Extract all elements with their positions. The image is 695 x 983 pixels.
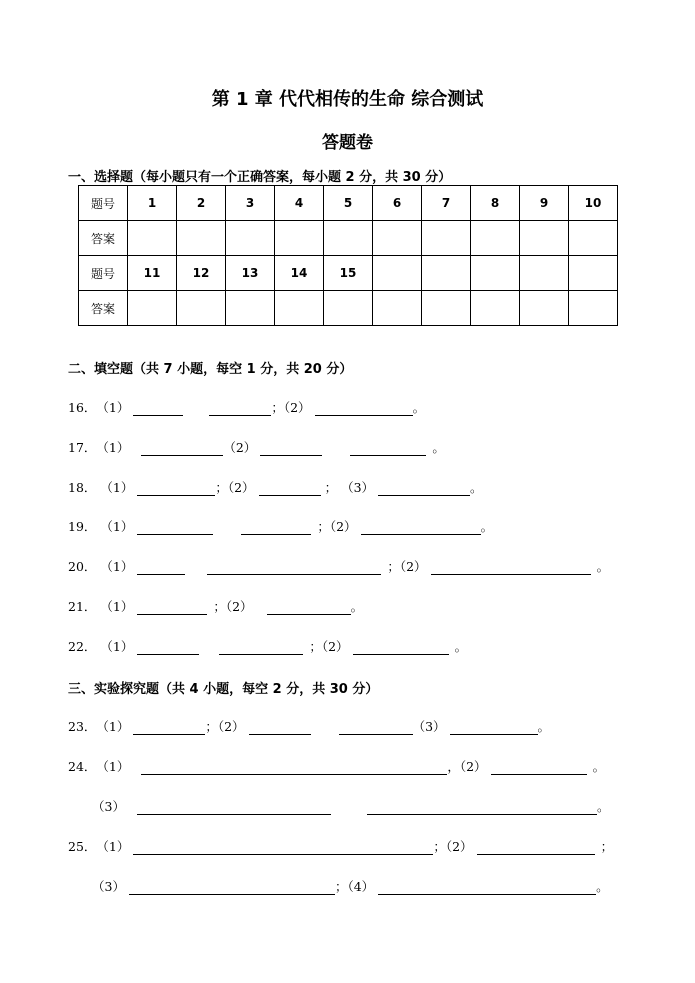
answer-blank[interactable] (207, 560, 381, 575)
punctuation: 。 (596, 799, 610, 814)
answer-blank[interactable] (137, 520, 213, 535)
answer-cell[interactable] (226, 221, 275, 256)
answer-blank[interactable] (339, 720, 413, 735)
grid-row-numbers-2 (79, 256, 618, 291)
answer-cell[interactable] (520, 291, 569, 326)
answer-blank[interactable] (137, 481, 215, 496)
part-label: （2） (223, 440, 257, 455)
punctuation: 。 (537, 719, 551, 734)
punctuation: 。 (412, 400, 426, 415)
question-23 (68, 717, 550, 735)
grid-row-answers-2 (79, 291, 618, 326)
punctuation: 。 (592, 759, 606, 774)
grid-number: 14 (275, 256, 324, 291)
part-label: ；（2） (213, 599, 253, 614)
grid-number (373, 256, 422, 291)
question-24 (68, 757, 605, 775)
answer-cell[interactable] (324, 291, 373, 326)
answer-cell[interactable] (471, 221, 520, 256)
answer-blank[interactable] (133, 720, 205, 735)
answer-blank[interactable] (129, 880, 335, 895)
answer-cell[interactable] (275, 291, 324, 326)
question-19 (68, 517, 493, 535)
part-label: ；（2） (215, 480, 255, 495)
grid-number: 5 (324, 186, 373, 221)
grid-number: 10 (569, 186, 618, 221)
answer-blank[interactable] (219, 640, 303, 655)
answer-cell[interactable] (422, 221, 471, 256)
answer-blank[interactable] (209, 401, 271, 416)
part-label: （1） (100, 519, 134, 534)
question-21 (68, 597, 363, 615)
grid-number: 3 (226, 186, 275, 221)
question-number: 18． (68, 480, 97, 495)
answer-cell[interactable] (226, 291, 275, 326)
grid-number: 12 (177, 256, 226, 291)
answer-cell[interactable] (177, 221, 226, 256)
grid-label-answer: 答案 (79, 221, 128, 256)
question-25-part-3-4 (92, 877, 609, 895)
punctuation: 。 (480, 519, 494, 534)
part-label: ；（2） (433, 839, 473, 854)
punctuation: 。 (470, 480, 483, 495)
part-label: （3） (92, 799, 125, 814)
grid-row-numbers-1 (79, 186, 618, 221)
part-label: ；（2） (317, 519, 357, 534)
answer-blank[interactable] (350, 441, 426, 456)
question-number: 22． (68, 639, 97, 654)
answer-blank[interactable] (141, 760, 447, 775)
answer-cell[interactable] (128, 291, 177, 326)
part-label: （1） (96, 719, 130, 734)
part-label: ；（2） (205, 719, 245, 734)
section-3-heading: 三、实验探究题（共 4 小题，每空 2 分，共 30 分） (68, 682, 379, 697)
answer-cell[interactable] (177, 291, 226, 326)
part-label: ；（4） (334, 879, 375, 894)
answer-blank[interactable] (137, 600, 207, 615)
question-number: 24． (68, 759, 97, 774)
grid-number: 15 (324, 256, 373, 291)
answer-blank[interactable] (378, 481, 470, 496)
page-title: 第 1 章 代代相传的生命 综合测试 (211, 89, 484, 110)
answer-blank[interactable] (137, 640, 199, 655)
answer-blank[interactable] (315, 401, 413, 416)
section-2-heading: 二、填空题（共 7 小题，每空 1 分，共 20 分） (68, 362, 353, 377)
part-label: （3） (92, 879, 125, 894)
question-16 (68, 398, 425, 416)
answer-blank[interactable] (133, 401, 183, 416)
grid-number (569, 256, 618, 291)
answer-cell[interactable] (128, 221, 177, 256)
answer-cell[interactable] (373, 221, 422, 256)
question-18 (68, 478, 483, 496)
part-label: （1） (100, 639, 134, 654)
grid-label-number: 题号 (79, 186, 128, 221)
question-number: 21． (68, 599, 97, 614)
part-label: （1） (96, 400, 130, 415)
punctuation: 。 (596, 879, 609, 894)
part-label: ，（2） (447, 759, 487, 774)
answer-cell[interactable] (373, 291, 422, 326)
grid-number: 9 (520, 186, 569, 221)
section-1-heading: 一、选择题（每小题只有一个正确答案，每小题 2 分，共 30 分） (68, 170, 452, 185)
grid-number (422, 256, 471, 291)
answer-blank[interactable] (378, 880, 596, 895)
punctuation: 。 (350, 599, 364, 614)
part-label: （1） (100, 599, 134, 614)
page-subtitle: 答题卷 (322, 133, 373, 153)
answer-blank[interactable] (367, 800, 597, 815)
answer-blank[interactable] (133, 840, 433, 855)
question-number: 20． (68, 559, 97, 574)
answer-blank[interactable] (141, 441, 223, 456)
answer-blank[interactable] (491, 760, 587, 775)
question-number: 23． (68, 719, 97, 734)
part-label: （1） (96, 440, 130, 455)
grid-label-answer: 答案 (79, 291, 128, 326)
question-20 (68, 557, 609, 575)
grid-label-number: 题号 (79, 256, 128, 291)
grid-number: 6 (373, 186, 422, 221)
part-label: （1） (96, 839, 130, 854)
answer-blank[interactable] (137, 800, 331, 815)
answer-grid (78, 185, 618, 326)
punctuation: 。 (454, 639, 468, 654)
part-label: （1） (100, 480, 134, 495)
question-number: 19． (68, 519, 97, 534)
answer-cell[interactable] (324, 221, 373, 256)
answer-blank[interactable] (450, 720, 538, 735)
punctuation: 。 (432, 440, 445, 455)
grid-number (471, 256, 520, 291)
grid-number (520, 256, 569, 291)
answer-blank[interactable] (267, 600, 351, 615)
answer-cell[interactable] (275, 221, 324, 256)
question-number: 17． (68, 440, 97, 455)
grid-number: 7 (422, 186, 471, 221)
punctuation: 。 (596, 559, 610, 574)
answer-blank[interactable] (241, 520, 311, 535)
answer-blank[interactable] (353, 640, 449, 655)
part-label: （3） (412, 719, 446, 734)
answer-blank[interactable] (431, 560, 591, 575)
answer-blank[interactable] (259, 481, 321, 496)
part-label: ；（2） (309, 639, 349, 654)
grid-number: 13 (226, 256, 275, 291)
grid-number: 8 (471, 186, 520, 221)
answer-blank[interactable] (477, 840, 595, 855)
answer-blank[interactable] (260, 441, 322, 456)
grid-number: 11 (128, 256, 177, 291)
part-label: （1） (96, 759, 130, 774)
answer-cell[interactable] (569, 221, 618, 256)
part-label: （3） (341, 480, 375, 495)
question-number: 25． (68, 839, 97, 854)
grid-number: 1 (128, 186, 177, 221)
question-22 (68, 637, 467, 655)
grid-number: 2 (177, 186, 226, 221)
question-24-part-3 (92, 797, 609, 815)
punctuation: ； (324, 480, 338, 495)
grid-number: 4 (275, 186, 324, 221)
question-17 (68, 438, 445, 456)
grid-row-answers-1 (79, 221, 618, 256)
answer-cell[interactable] (569, 291, 618, 326)
part-label: ；（2） (271, 400, 311, 415)
answer-blank[interactable] (137, 560, 185, 575)
answer-blank[interactable] (361, 520, 481, 535)
answer-cell[interactable] (520, 221, 569, 256)
part-label: （1） (100, 559, 134, 574)
answer-cell[interactable] (471, 291, 520, 326)
question-25 (68, 837, 613, 855)
answer-blank[interactable] (249, 720, 311, 735)
part-label: ；（2） (387, 559, 427, 574)
answer-cell[interactable] (422, 291, 471, 326)
punctuation: ； (600, 839, 614, 854)
question-number: 16． (68, 400, 97, 415)
